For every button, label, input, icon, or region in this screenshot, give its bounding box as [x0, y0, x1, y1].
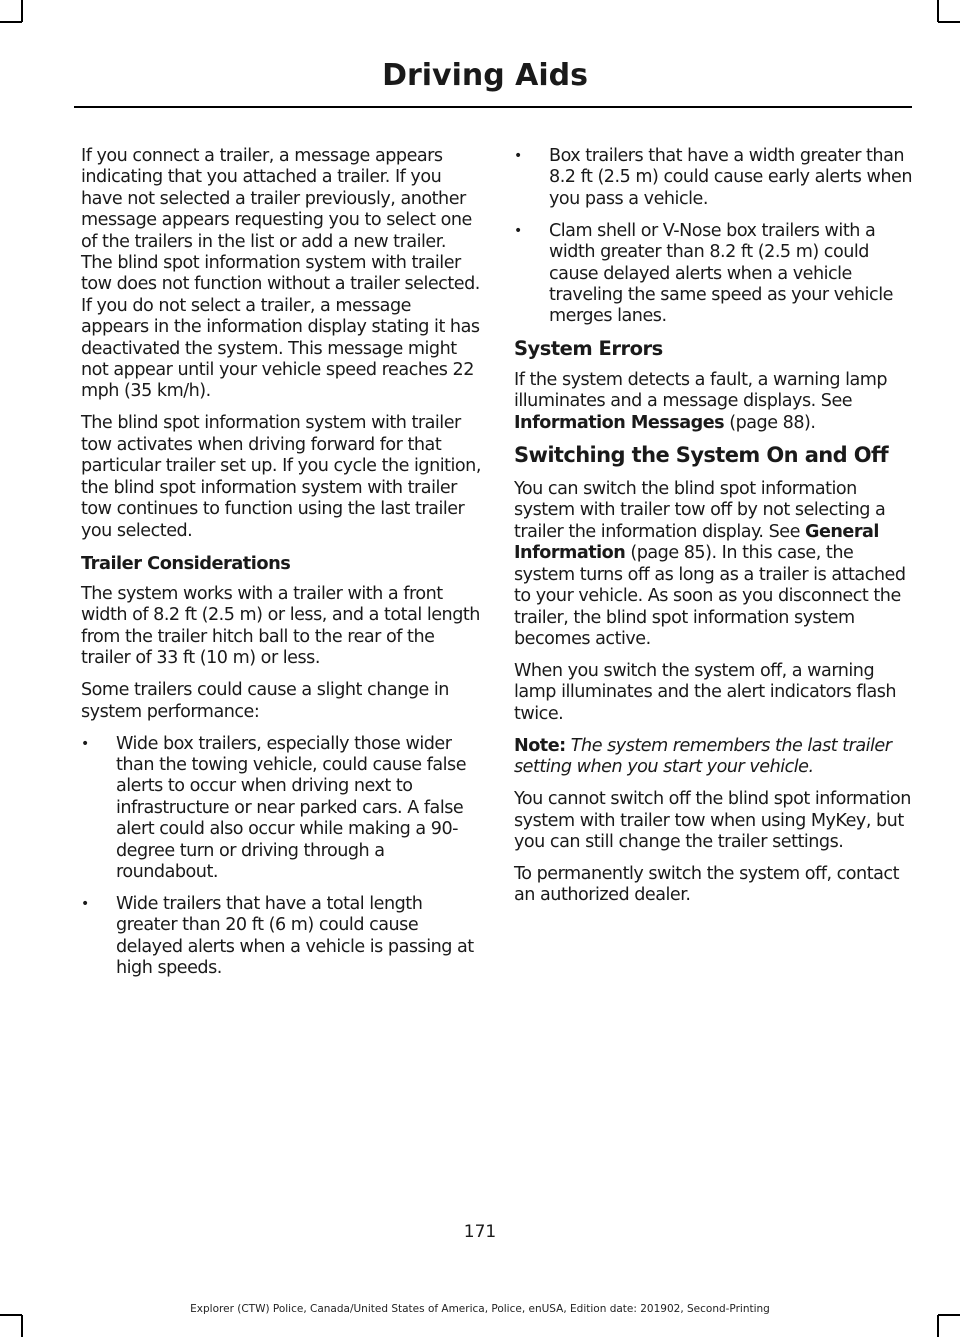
- paragraph-permanent-off: To permanently switch the system off, contact an authorized dealer.: [514, 863, 899, 906]
- list-item: • Wide box trailers, especially those wider than the towing vehicle, could cause false alerts to occur when driving next to infrastructure or near parked cars. A false alert could also occur while making a 90-degree turn or driving through a roundabout.: [81, 734, 481, 884]
- bullet-list-left: [81, 734, 481, 980]
- errors-text: If the system detects a fault, a warning lamp illuminates and a message displays. See: [514, 369, 888, 412]
- crop-mark-bottom-left: [21, 1315, 23, 1337]
- switch-text: You can switch the blind spot information system with trailer tow off by not selecting a trailer the information display. See: [514, 479, 886, 542]
- list-item: • Clam shell or V-Nose box trailers with a width greater than 8.2 ft (2.5 m) could cause delayed alerts when a vehicle traveling the same speed as your vehicle merges lanes.: [514, 221, 914, 328]
- crop-mark-bottom-right: [937, 1315, 939, 1337]
- crop-mark-top-right: [937, 0, 939, 22]
- note: [514, 736, 914, 779]
- crop-mark-top-left: [21, 0, 23, 22]
- right-column: [514, 146, 914, 917]
- paragraph-system-errors: [514, 370, 914, 434]
- footer-edition: Explorer (CTW) Police, Canada/United States of America, Police, enUSA, Edition date: 201902, Second-Printing: [190, 1303, 770, 1315]
- page-title: Driving Aids: [382, 58, 588, 93]
- paragraph-trailer-tow-activation: The blind spot information system with trailer tow activates when driving forward for that particular trailer set up. If you cycle the ignition, the blind spot information system with trailer tow continues to function using the last trailer you selected.: [81, 413, 481, 541]
- errors-page-ref: (page 88).: [729, 412, 816, 433]
- page-number: 171: [463, 1222, 497, 1242]
- paragraph-warning-lamp: When you switch the system off, a warning lamp illuminates and the alert indicators flash twice.: [514, 660, 897, 724]
- header-divider: [74, 106, 912, 108]
- paragraph-trailer-size: The system works with a trailer with a front width of 8.2 ft (2.5 m) or less, and a total length from the trailer hitch ball to the rear of the trailer of 33 ft (10 m) or less.: [81, 583, 480, 669]
- list-item: • Box trailers that have a width greater than 8.2 ft (2.5 m) could cause early alerts when you pass a vehicle.: [514, 146, 914, 210]
- paragraph-trailer-connect: If you connect a trailer, a message appears indicating that you attached a trailer. If you have not selected a trailer previously, another message appears requesting you to select one of the trailers in the list or add a new trailer. The blind spot information system with trailer tow does not function without a trailer selected. If you do not select a trailer, a message appears in the information display stating it has deactivated the system. This message might not appear until your vehicle speed reaches 22 mph (35 km/h).: [81, 146, 480, 402]
- list-item: • Wide trailers that have a total length greater than 20 ft (6 m) could cause delayed alerts when a vehicle is passing at high speeds.: [81, 894, 481, 980]
- heading-system-errors: System Errors: [514, 337, 663, 361]
- switch-rest: (page 85). In this case, the system turns off as long as a trailer is attached to your vehicle. As soon as you disconnect the trailer, the blind spot information system becomes active.: [514, 543, 906, 649]
- heading-switching-system: Switching the System On and Off: [514, 442, 889, 467]
- heading-trailer-considerations: Trailer Considerations: [81, 552, 291, 574]
- paragraph-switch-off: [514, 479, 914, 650]
- link-information-messages[interactable]: Information Messages: [514, 412, 725, 433]
- paragraph-performance-intro: Some trailers could cause a slight change in system performance:: [81, 680, 449, 722]
- crop-mark-top-right-h: [938, 21, 960, 23]
- note-text: The system remembers the last trailer setting when you start your vehicle.: [514, 735, 892, 778]
- link-general-information[interactable]: General Information: [514, 521, 879, 564]
- left-column: [81, 146, 481, 990]
- bullet-list-right: [514, 146, 914, 328]
- paragraph-mykey: You cannot switch off the blind spot information system with trailer tow when using MyKey, but you can still change the trailer settings.: [514, 789, 911, 852]
- crop-mark-top-left-h: [0, 21, 22, 23]
- note-label: Note:: [514, 735, 566, 756]
